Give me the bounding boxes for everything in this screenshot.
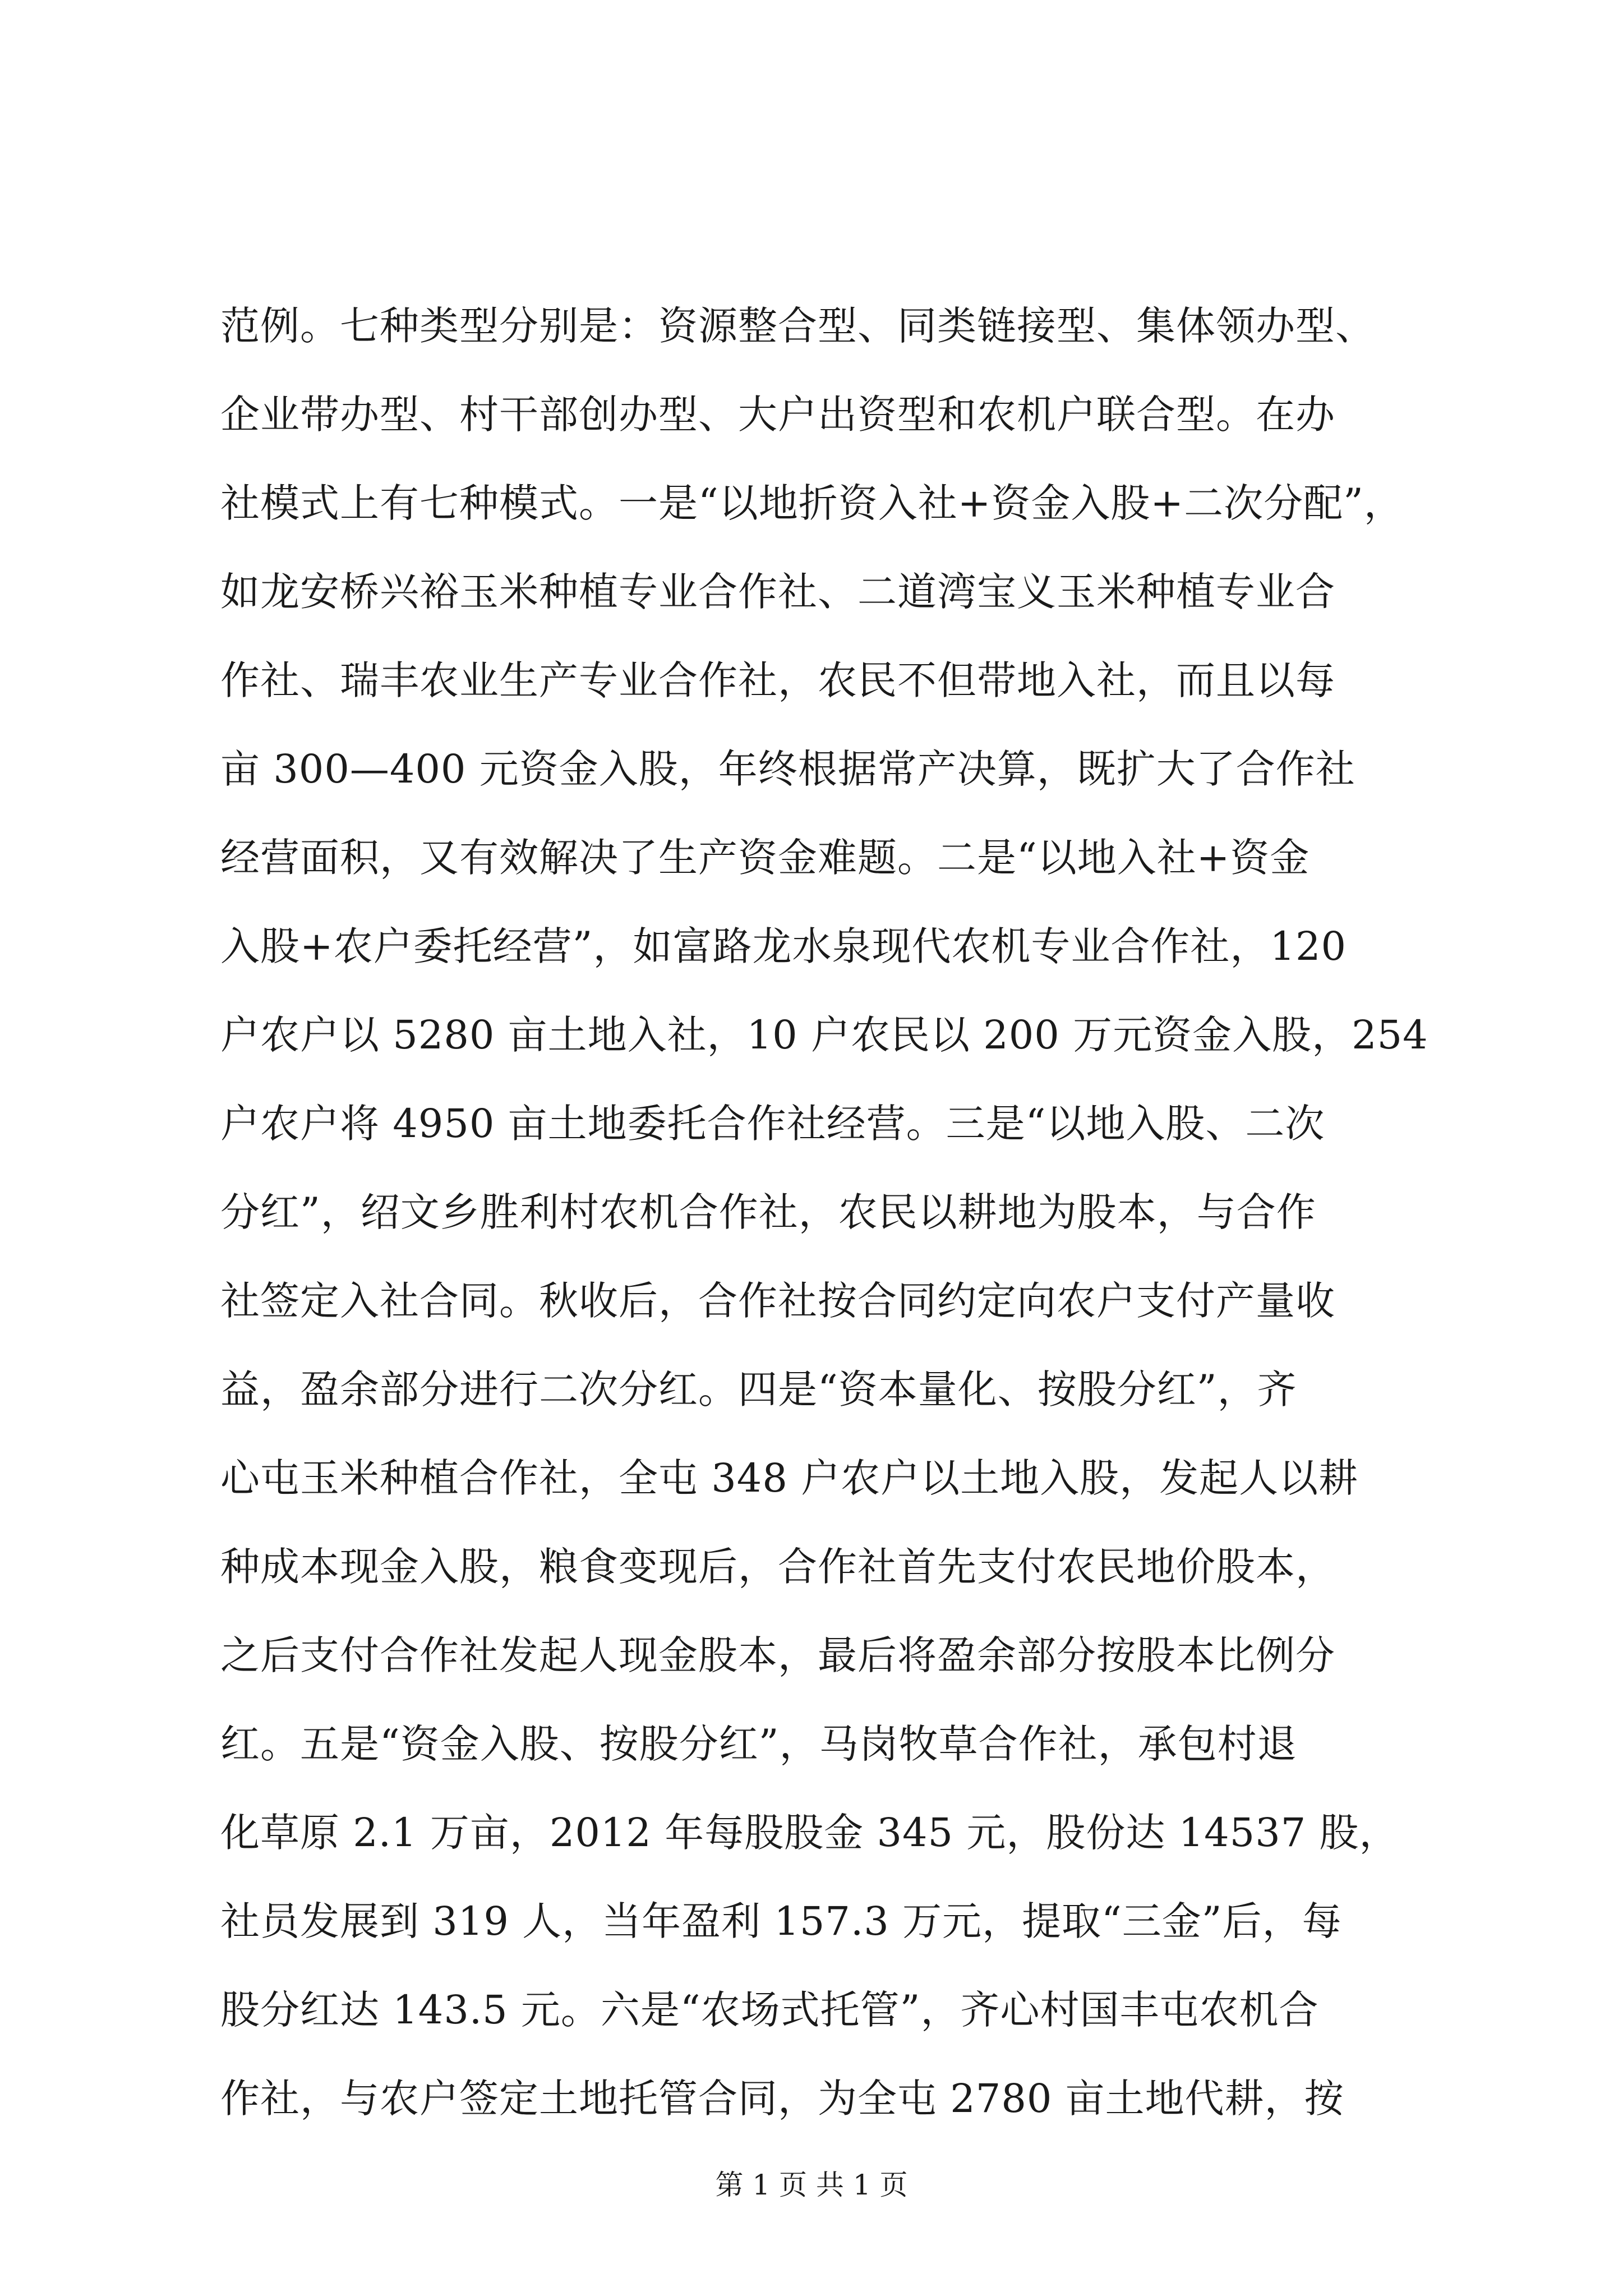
text-line: 经营面积，又有效解决了生产资金难题。二是“以地入社+资金 — [220, 835, 1310, 881]
text-line: 企业带办型、村干部创办型、大户出资型和农机户联合型。在办 — [220, 392, 1335, 438]
text-line: 作社，与农户签定土地托管合同，为全屯 2780 亩土地代耕，按 — [220, 2076, 1344, 2122]
text-line: 化草原 2.1 万亩，2012 年每股股金 345 元，股份达 14537 股， — [220, 1810, 1399, 1856]
text-line: 入股+农户委托经营”，如富路龙水泉现代农机专业合作社，120 — [220, 923, 1347, 969]
text-line: 心屯玉米种植合作社，全屯 348 户农户以土地入股，发起人以耕 — [220, 1455, 1359, 1501]
text-line: 红。五是“资金入股、按股分红”，马岗牧草合作社，承包村退 — [220, 1721, 1297, 1767]
text-line: 亩 300—400 元资金入股，年终根据常产决算，既扩大了合作社 — [220, 746, 1355, 792]
text-line: 分红”，绍文乡胜利村农机合作社，农民以耕地为股本，与合作 — [220, 1189, 1316, 1235]
text-line: 之后支付合作社发起人现金股本，最后将盈余部分按股本比例分 — [220, 1632, 1335, 1678]
text-line: 种成本现金入股，粮食变现后，合作社首先支付农民地价股本， — [220, 1544, 1335, 1590]
text-line: 社模式上有七种模式。一是“以地折资入社+资金入股+二次分配”， — [220, 480, 1404, 526]
text-line: 户农户将 4950 亩土地委托合作社经营。三是“以地入股、二次 — [220, 1101, 1325, 1147]
text-line: 如龙安桥兴裕玉米种植专业合作社、二道湾宝义玉米种植专业合 — [220, 569, 1335, 615]
text-line: 益，盈余部分进行二次分红。四是“资本量化、按股分红”，齐 — [220, 1366, 1297, 1412]
text-line: 作社、瑞丰农业生产专业合作社，农民不但带地入社，而且以每 — [220, 657, 1335, 703]
text-line: 社签定入社合同。秋收后，合作社按合同约定向农户支付产量收 — [220, 1278, 1335, 1324]
text-line: 社员发展到 319 人，当年盈利 157.3 万元，提取“三金”后，每 — [220, 1898, 1342, 1944]
text-line: 户农户以 5280 亩土地入社，10 户农民以 200 万元资金入股，254 — [220, 1012, 1428, 1058]
page-footer: 第 1 页 共 1 页 — [715, 2169, 908, 2201]
text-line: 股分红达 143.5 元。六是“农场式托管”，齐心村国丰屯农机合 — [220, 1987, 1319, 2033]
text-line: 范例。七种类型分别是：资源整合型、同类链接型、集体领办型、 — [220, 303, 1375, 349]
